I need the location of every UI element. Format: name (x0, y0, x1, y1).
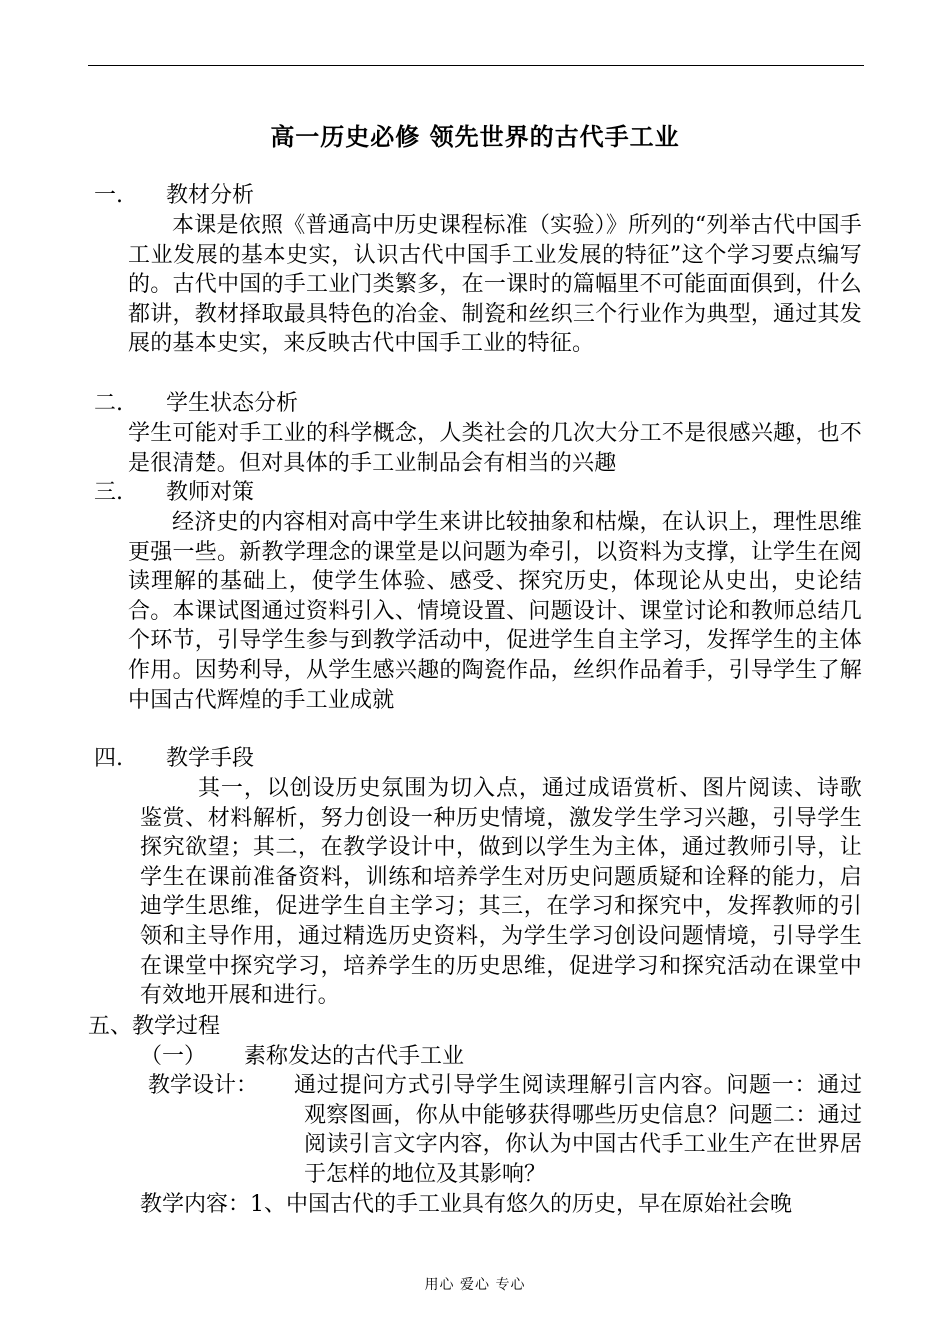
section-2-number: 二. (94, 391, 123, 416)
section-4-heading (94, 744, 254, 774)
page-footer: 用心 爱心 专心 (424, 1277, 526, 1293)
document-title: 高一历史必修 领先世界的古代手工业 (270, 122, 680, 151)
section-1-body: 本课是依照《普通高中历史课程标准（实验）》所列的“列举古代中国手工业发展的基本史实，认识古代中国手工业发展的特征”这个学习要点编写的。古代中国的手工业门类繁多，在一课时的篇幅里不可能面面俱到，什么都讲，教材择取最具特色的冶金、制瓷和丝织三个行业作为典型，通过其发展的基本史实，来反映古代中国手工业的特征。 (128, 213, 862, 357)
section-1-number: 一. (94, 183, 123, 208)
teaching-design-label: 教学设计： (148, 1073, 259, 1098)
section-4-body: 其一，以创设历史氛围为切入点，通过成语赏析、图片阅读、诗歌鉴赏、材料解析，努力创设一种历史情境，激发学生学习兴趣，引导学生探究欲望；其二，在教学设计中，做到以学生为主体，通过教师引导，让学生在课前准备资料，训练和培养学生对历史问题质疑和诠释的能力，启迪学生思维，促进学生自主学习；其三，在学习和探究中，发挥教师的引领和主导作用，通过精选历史资料，为学生学习创设问题情境，引导学生在课堂中探究学习，培养学生的历史思维，促进学习和探究活动在课堂中有效地开展和进行。 (140, 776, 862, 1009)
section-5-heading: 五、教学过程 (88, 1014, 221, 1039)
section-3-heading (94, 478, 254, 508)
subsection-1-number: （一） (140, 1044, 207, 1069)
section-2-body: 学生可能对手工业的科学概念，人类社会的几次大分工不是很感兴趣，也不是很清楚。但对具体的手工业制品会有相当的兴趣 (128, 421, 862, 476)
subsection-1-title: 素称发达的古代手工业 (244, 1044, 465, 1069)
teaching-content-label: 教学内容： (140, 1192, 251, 1217)
section-1-heading (94, 181, 254, 211)
section-2-title: 学生状态分析 (166, 391, 299, 416)
section-2-heading (94, 389, 298, 419)
section-3-body: 经济史的内容相对高中学生来讲比较抽象和枯燥，在认识上，理性思维更强一些。新教学理念的课堂是以问题为牵引，以资料为支撑，让学生在阅读理解的基础上，使学生体验、感受、探究历史，体现论从史出，史论结合。本课试图通过资料引入、情境设置、问题设计、课堂讨论和教师总结几个环节，引导学生参与到教学活动中，促进学生自主学习，发挥学生的主体作用。因势利导，从学生感兴趣的陶瓷作品，丝织作品着手，引导学生了解中国古代辉煌的手工业成就 (128, 510, 862, 713)
section-1-title: 教材分析 (166, 183, 255, 208)
section-4-number: 四. (94, 746, 123, 771)
teaching-design-text: 通过提问方式引导学生阅读理解引言内容。问题一：通过观察图画，你从中能够获得哪些历史信息？问题二：通过阅读引言文字内容，你认为中国古代手工业生产在世界居于怎样的地位及其影响？ (294, 1073, 862, 1187)
section-3-number: 三. (94, 480, 123, 505)
subsection-1-heading (140, 1042, 464, 1072)
teaching-content-text: 1、中国古代的手工业具有悠久的历史，早在原始社会晚 (250, 1192, 792, 1217)
section-4-title: 教学手段 (166, 746, 255, 771)
section-3-title: 教师对策 (166, 480, 255, 505)
header-rule (88, 65, 864, 66)
